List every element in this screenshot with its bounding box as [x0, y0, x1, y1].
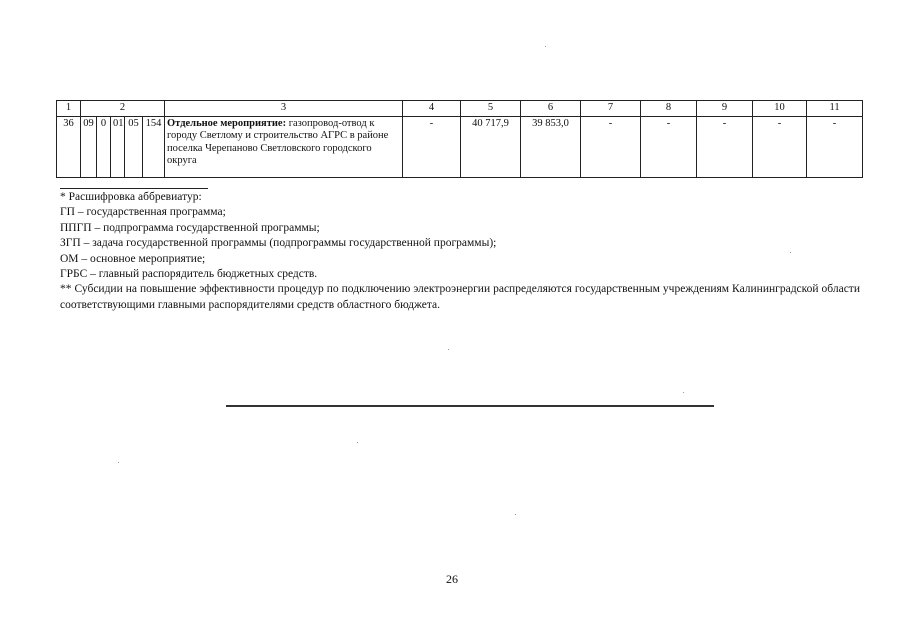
activity-label: Отдельное мероприятие: [167, 117, 287, 129]
header-cell-8: 8 [641, 101, 697, 117]
code-om: 05 [125, 116, 143, 177]
row-number: 36 [57, 116, 81, 177]
footnote-subsidies: ** Субсидии на повышение эффективности процедур по подключению электроэнергии распределяются государственным учреждениям Калининградской области соответствующими главными распорядителями средств областного бюджета. [60, 283, 860, 311]
cell-col9: - [697, 116, 753, 177]
header-cell-3: 3 [165, 101, 403, 117]
header-cell-9: 9 [697, 101, 753, 117]
budget-table [56, 100, 863, 178]
footnote-zgp: ЗГП – задача государственной программы (подпрограммы государственной программы); [60, 237, 497, 250]
header-cell-10: 10 [753, 101, 807, 117]
code-ppgp: 0 [97, 116, 111, 177]
code-zgp: 01 [111, 116, 125, 177]
footnote-grbs: ГРБС – главный распорядитель бюджетных средств. [60, 268, 318, 281]
table-header-row [57, 101, 863, 117]
header-cell-2: 2 [81, 101, 165, 117]
cell-col11: - [807, 116, 863, 177]
cell-col10: - [753, 116, 807, 177]
table-row [57, 116, 863, 177]
footnote-rule [60, 188, 208, 189]
activity-description [165, 116, 403, 177]
page-number: 26 [446, 572, 458, 586]
footnote-gp: ГП – государственная программа; [60, 206, 226, 219]
cell-col8: - [641, 116, 697, 177]
scan-speck [790, 252, 791, 253]
scan-speck [545, 46, 546, 47]
section-divider [226, 405, 714, 407]
scan-speck [118, 462, 119, 463]
cell-col4: - [403, 116, 461, 177]
footnote-title: * Расшифровка аббревиатур: [60, 191, 202, 203]
header-cell-1: 1 [57, 101, 81, 117]
footnotes [60, 188, 860, 313]
cell-col5: 40 717,9 [461, 116, 521, 177]
code-gp: 09 [81, 116, 97, 177]
cell-col6: 39 853,0 [521, 116, 581, 177]
header-cell-7: 7 [581, 101, 641, 117]
header-cell-11: 11 [807, 101, 863, 117]
scan-speck [683, 392, 684, 393]
activity-text: газопровод-отвод к городу Светлому и строительство АГРС в районе поселка Черепаново Светловского городского округа [167, 117, 389, 166]
header-cell-6: 6 [521, 101, 581, 117]
scan-speck [515, 514, 516, 515]
scan-speck [448, 349, 449, 350]
footnote-om: ОМ – основное мероприятие; [60, 252, 206, 265]
header-cell-4: 4 [403, 101, 461, 117]
code-grbs: 154 [143, 116, 165, 177]
cell-col7: - [581, 116, 641, 177]
footnote-ppgp: ППГП – подпрограмма государственной программы; [60, 221, 320, 234]
header-cell-5: 5 [461, 101, 521, 117]
scan-speck [357, 442, 358, 443]
